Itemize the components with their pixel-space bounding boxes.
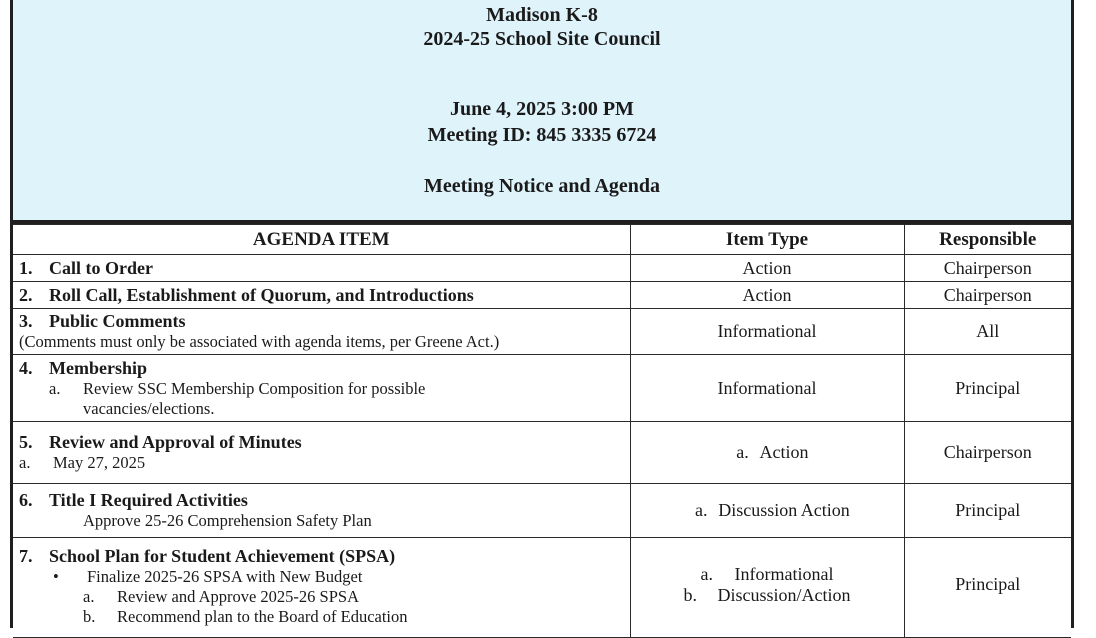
- table-row: [13, 309, 1071, 355]
- item-responsible: Chairperson: [904, 422, 1071, 484]
- agenda-item-cell: [13, 538, 630, 638]
- col-header-item-type: Item Type: [630, 225, 904, 255]
- bullet-text: Finalize 2025-26 SPSA with New Budget: [87, 567, 363, 586]
- item-responsible: Principal: [904, 484, 1071, 538]
- table-row: [13, 538, 1071, 638]
- item-title: Review and Approval of Minutes: [49, 432, 302, 452]
- table-row: [13, 255, 1071, 282]
- item-responsible: All: [904, 309, 1071, 355]
- type-marker: a.: [736, 442, 749, 462]
- agenda-header: [13, 0, 1071, 224]
- item-number: 3.: [19, 311, 33, 331]
- item-number: 5.: [19, 432, 33, 452]
- item-number: 2.: [19, 284, 33, 305]
- table-row: [13, 355, 1071, 422]
- type-marker: b.: [683, 585, 697, 605]
- item-title: Call to Order: [49, 257, 153, 278]
- sub-item-marker: a.: [19, 453, 31, 472]
- item-title: School Plan for Student Achievement (SPSA): [49, 546, 396, 566]
- sub-item-text-continued: vacancies/elections.: [83, 398, 215, 418]
- sub-item-text: May 27, 2025: [53, 453, 146, 472]
- item-type: Informational: [734, 564, 834, 584]
- item-responsible: Principal: [904, 538, 1071, 638]
- item-type: Discussion Action: [718, 500, 850, 520]
- item-title: Membership: [49, 357, 147, 378]
- sub-item-text: Approve 25-26 Comprehension Safety Plan: [83, 511, 372, 530]
- item-number: 4.: [19, 357, 33, 378]
- type-marker: a.: [694, 500, 708, 520]
- meeting-datetime: June 4, 2025 3:00 PM: [450, 98, 634, 120]
- table-row: [13, 484, 1071, 538]
- sub-item-text: Recommend plan to the Board of Education: [117, 607, 408, 626]
- agenda-item-cell: [13, 282, 630, 309]
- agenda-item-cell: [13, 422, 630, 484]
- item-type: Informational: [630, 309, 904, 355]
- school-name: Madison K-8: [486, 4, 598, 26]
- item-type-cell: [630, 538, 904, 638]
- item-type: Action: [759, 442, 809, 462]
- table-header-row: [13, 225, 1071, 255]
- item-title: Public Comments: [49, 311, 186, 331]
- council-title: 2024-25 School Site Council: [423, 28, 661, 50]
- agenda-table: [13, 224, 1071, 638]
- col-header-responsible: Responsible: [904, 225, 1071, 255]
- table-row: [13, 422, 1071, 484]
- item-title: Title I Required Activities: [49, 490, 248, 510]
- bullet-icon: •: [53, 567, 59, 586]
- notice-title: Meeting Notice and Agenda: [423, 175, 661, 197]
- item-type: Informational: [630, 355, 904, 422]
- sub-item-marker: a.: [49, 378, 61, 398]
- agenda-item-cell: [13, 355, 630, 422]
- item-number: 6.: [19, 490, 33, 510]
- item-type-cell: [630, 422, 904, 484]
- col-header-agenda-item: AGENDA ITEM: [13, 225, 630, 255]
- item-type-cell: [630, 484, 904, 538]
- item-type: Action: [630, 282, 904, 309]
- agenda-item-cell: [13, 309, 630, 355]
- sub-item-marker: b.: [83, 607, 96, 626]
- item-responsible: Chairperson: [904, 255, 1071, 282]
- meeting-id: Meeting ID: 845 3335 6724: [427, 124, 657, 146]
- item-number: 1.: [19, 257, 33, 278]
- table-row: [13, 282, 1071, 309]
- item-responsible: Principal: [904, 355, 1071, 422]
- item-note: (Comments must only be associated with agenda items, per Greene Act.): [19, 332, 500, 351]
- sub-item-text: Review and Approve 2025-26 SPSA: [117, 587, 359, 606]
- sub-item-text: Review SSC Membership Composition for possible: [83, 378, 426, 398]
- type-marker: a.: [700, 564, 714, 584]
- item-number: 7.: [19, 546, 33, 566]
- sub-item-marker: a.: [83, 587, 95, 606]
- document-page: [10, 0, 1074, 628]
- agenda-item-cell: [13, 255, 630, 282]
- item-type: Action: [630, 255, 904, 282]
- agenda-item-cell: [13, 484, 630, 538]
- item-type: Discussion/Action: [717, 585, 851, 605]
- item-responsible: Chairperson: [904, 282, 1071, 309]
- item-title: Roll Call, Establishment of Quorum, and Introductions: [49, 284, 474, 305]
